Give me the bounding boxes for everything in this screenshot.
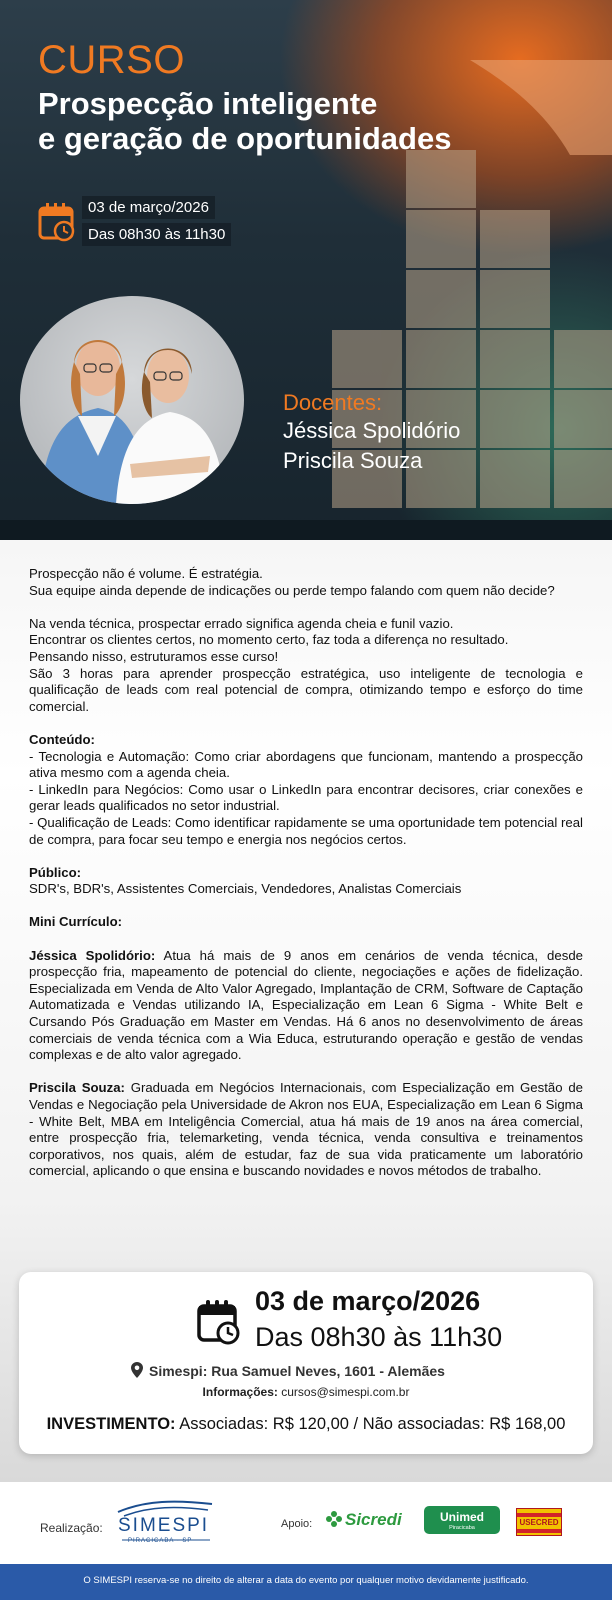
- usecred-logo-text: USECRED: [517, 1517, 561, 1528]
- card-date: 03 de março/2026: [255, 1286, 481, 1316]
- footer-bar: [0, 1564, 612, 1600]
- info-email-link[interactable]: cursos@simespi.com.br: [281, 1385, 410, 1399]
- priscila-bio-name: Priscila Souza:: [29, 1080, 125, 1096]
- card-info: [19, 1385, 593, 1399]
- description-text: [29, 566, 583, 1180]
- card-investment: [19, 1415, 593, 1434]
- usecred-logo: [516, 1508, 562, 1536]
- intro-line: Prospecção não é volume. É estratégia.: [29, 566, 263, 581]
- sicredi-logo: [325, 1510, 402, 1530]
- course-title: [38, 86, 558, 156]
- realizacao-label: Realização:: [40, 1521, 103, 1535]
- publico-heading: Público:: [29, 864, 82, 880]
- simespi-logo-text: SIMESPI: [118, 1515, 210, 1536]
- sponsors-bar: [0, 1482, 612, 1564]
- card-address: [131, 1362, 445, 1379]
- sicredi-mark-icon: [325, 1510, 343, 1528]
- conteudo-item: - LinkedIn para Negócios: Como usar o LinkedIn para encontrar decisores, criar conexões e gerar leads qualificados no setor industrial.: [29, 781, 583, 814]
- card-time: Das 08h30 às 11h30: [255, 1322, 503, 1352]
- jessica-bio-text: Atua há mais de 9 anos em cenários de venda técnica, desde prospecção fria, mapeamento de potencial do cliente, negociações e ações de fidelização. Especializada em Venda de Alto Valor Agregado, Implantação de CRM, Software de Captação Automatizada e Vendas utilizando IA, Especialização em Lean 6 Sigma - White Belt e Cursando Pós Graduação em Master em Vendas. Há 6 anos no desenvolvimento de áreas comerciais de venda técnica com a Wia Educa, estruturando operação e gestão de vendas complexas e de alto valor agregado.: [29, 947, 583, 1063]
- footer-disclaimer: O SIMESPI reserva-se no direito de alterar a data do evento por qualquer motivo devidamente justificado.: [83, 1575, 529, 1586]
- unimed-logo: [424, 1506, 500, 1534]
- address-text: Simespi: Rua Samuel Neves, 1601 - Alemães: [149, 1363, 445, 1379]
- simespi-logo-city: PIRACICABA - SP: [128, 1538, 193, 1544]
- hero-bottom-band: [0, 520, 612, 540]
- course-title-line-1: Prospecção inteligente: [38, 86, 378, 121]
- apoio-label: Apoio:: [281, 1518, 313, 1530]
- hero-date-box: [38, 196, 298, 250]
- priscila-bio-text: Graduada em Negócios Internacionais, com Especialização em Gestão de Vendas e Negociação pela Universidade de Akron nos EUA, Especialização em Lean 6 Sigma - White Belt, MBA em Inteligência Comercial, atua há mais de 19 anos na área comercial, entre prospecção fria, telemarketing, venda técnica, venda consultiva e treinamentos corporativos, nos quais, além de estudar, faz de sua vida praticamente um laboratório comercial, aplicando o que ensina e buscando novidades e novos métodos de trabalho.: [29, 1080, 583, 1179]
- event-info-card: [19, 1272, 593, 1454]
- mini-curriculo-heading: Mini Currículo:: [29, 914, 123, 930]
- description-line: Encontrar os clientes certos, no momento certo, faz toda a diferença no resultado.: [29, 632, 509, 648]
- location-pin-icon: [131, 1362, 143, 1378]
- calendar-clock-icon: [38, 202, 76, 242]
- jessica-bio-name: Jéssica Spolidório:: [29, 947, 156, 963]
- instructor-name: Priscila Souza: [283, 448, 423, 473]
- investment-label: INVESTIMENTO:: [46, 1415, 176, 1433]
- course-label: CURSO: [38, 38, 185, 82]
- instructors-illustration: [20, 296, 244, 504]
- instructors-photo: [20, 296, 244, 504]
- intro-line: Sua equipe ainda depende de indicações ou perde tempo falando com quem não decide?: [29, 582, 555, 598]
- instructors-label: Docentes:: [283, 390, 383, 415]
- publico-text: SDR's, BDR's, Assistentes Comerciais, Vendedores, Analistas Comerciais: [29, 881, 462, 897]
- conteudo-item: - Tecnologia e Automação: Como criar abordagens que funcionam, mantendo a prospecção ativa mesmo com a agenda cheia.: [29, 748, 583, 781]
- hero-banner: [0, 0, 612, 540]
- priscila-bio-paragraph: [29, 1080, 583, 1180]
- conteudo-item: - Qualificação de Leads: Como identificar rapidamente se uma oportunidade tem potencial real de compra, para focar seu tempo e energia nos negócios certos.: [29, 814, 583, 847]
- unimed-logo-city: Piracicaba: [449, 1525, 475, 1531]
- sicredi-logo-text: Sicredi: [345, 1510, 402, 1529]
- hero-date: 03 de março/2026: [82, 196, 215, 219]
- description-line: Na venda técnica, prospectar errado significa agenda cheia e funil vazio.: [29, 615, 454, 631]
- description-line: Pensando nisso, estruturamos esse curso!: [29, 648, 279, 664]
- course-title-line-2: e geração de oportunidades: [38, 121, 452, 156]
- instructor-name: Jéssica Spolidório: [283, 418, 461, 443]
- calendar-clock-icon: [197, 1298, 241, 1346]
- conteudo-heading: Conteúdo:: [29, 731, 95, 747]
- info-label: Informações:: [202, 1385, 278, 1399]
- investment-value: Associadas: R$ 120,00 / Não associadas: R$ 168,00: [179, 1415, 566, 1433]
- unimed-logo-text: Unimed: [439, 1510, 484, 1524]
- instructors-block: [283, 390, 460, 476]
- jessica-bio-paragraph: [29, 948, 583, 1064]
- hero-time: Das 08h30 às 11h30: [82, 223, 231, 246]
- description-line: São 3 horas para aprender prospecção estratégica, uso inteligente de tecnologia e qualificação de leads com real potencial de compra, otimizando tempo e esforço do time comercial.: [29, 665, 583, 714]
